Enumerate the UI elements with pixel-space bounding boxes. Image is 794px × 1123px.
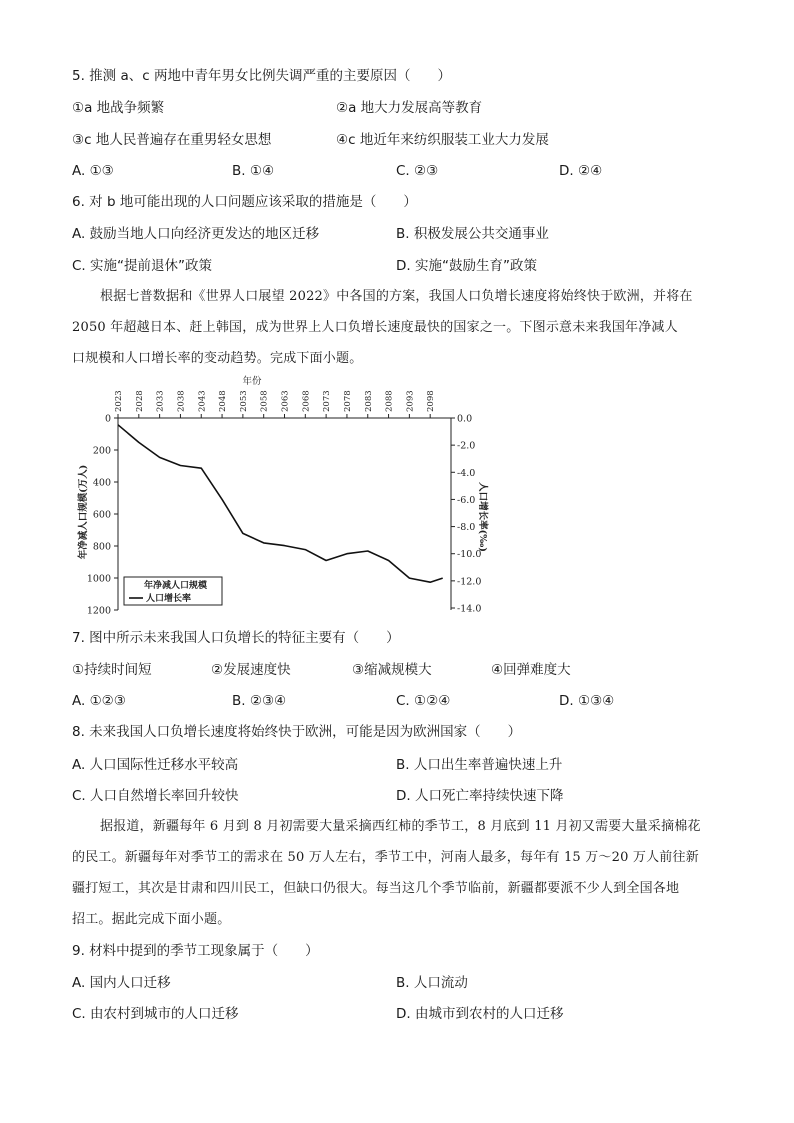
q9-option-b[interactable]: B. 人口流动	[396, 975, 468, 991]
passage1-line-2: 2050 年超越日本、赶上韩国，成为世界上人口负增长速度最快的国家之一。下图示意未来我国年净减人	[72, 320, 678, 335]
q5-statement-2: ②a 地大力发展高等教育	[336, 100, 483, 116]
x-tick-label: 2053	[238, 390, 249, 412]
y-right-tick-label: -2.0	[457, 440, 476, 452]
y-left-tick-label: 600	[92, 509, 111, 521]
q5-option-c[interactable]: C. ②③	[396, 163, 439, 179]
q8-stem: 8. 未来我国人口负增长速度将始终快于欧洲，可能是因为欧洲国家（ ）	[72, 724, 522, 740]
x-tick-label: 2093	[405, 390, 416, 412]
y-right-tick-label: -4.0	[457, 467, 476, 479]
q5-option-a[interactable]: A. ①③	[72, 163, 114, 179]
y-right-tick-label: 0.0	[457, 413, 473, 425]
legend-label-2: 人口增长率	[146, 594, 192, 604]
passage1-line-1: 根据七普数据和《世界人口展望 2022》中各国的方案，我国人口负增长速度将始终快于欧洲，并将在	[100, 289, 693, 304]
q7-option-a[interactable]: A. ①②③	[72, 693, 126, 709]
passage2-line-3: 疆打短工，其次是甘肃和四川民工，但缺口仍很大。每当这几个季节临前，新疆都要派不少人到全国各地	[72, 881, 680, 896]
q7-statement-4: ④回弹难度大	[491, 662, 571, 678]
y-right-tick-label: -12.0	[457, 576, 482, 588]
q5-statement-1: ①a 地战争频繁	[72, 100, 165, 116]
y-right-tick-label: -14.0	[457, 603, 482, 615]
x-tick-label: 2068	[301, 390, 312, 412]
x-tick-label: 2038	[176, 390, 187, 412]
q5-option-b[interactable]: B. ①④	[232, 163, 275, 179]
q7-stem: 7. 图中所示未来我国人口负增长的特征主要有（ ）	[72, 630, 400, 646]
q5-statement-4: ④c 地近年来纺织服装工业大力发展	[336, 132, 549, 148]
q8-option-a[interactable]: A. 人口国际性迁移水平较高	[72, 757, 239, 773]
x-tick-label: 2033	[155, 390, 166, 412]
series-line-growth-rate	[118, 425, 443, 582]
q7-statement-1: ①持续时间短	[72, 662, 152, 678]
x-tick-label: 2048	[218, 390, 229, 412]
y-right-tick-label: -8.0	[457, 522, 476, 534]
passage2-line-4: 招工。据此完成下面小题。	[72, 912, 231, 927]
q6-option-a[interactable]: A. 鼓励当地人口向经济更发达的地区迁移	[72, 226, 320, 242]
y-left-tick-label: 1000	[86, 573, 111, 585]
q9-stem: 9. 材料中提到的季节工现象属于（ ）	[72, 943, 319, 959]
legend-label-1: 年净减人口规模	[144, 581, 208, 591]
passage2-line-1: 据报道，新疆每年 6 月到 8 月初需要大量采摘西红柿的季节工，8 月底到 11 月初又需要大量采摘棉花	[100, 819, 701, 834]
q5-stem: 5. 推测 a、c 两地中青年男女比例失调严重的主要原因（ ）	[72, 68, 451, 84]
passage2-line-2: 的民工。新疆每年对季节工的需求在 50 万人左右，季节工中，河南人最多，每年有 15 万～20 万人前往新	[72, 850, 699, 865]
x-tick-label: 2028	[134, 390, 145, 412]
q7-option-d[interactable]: D. ①③④	[559, 693, 615, 709]
y-left-tick-label: 1200	[86, 605, 111, 617]
x-tick-label: 2088	[384, 390, 395, 412]
x-tick-label: 2058	[259, 390, 270, 412]
y-left-tick-label: 200	[92, 445, 111, 457]
q7-statement-3: ③缩减规模大	[352, 662, 432, 678]
q6-option-c[interactable]: C. 实施“提前退休”政策	[72, 258, 212, 274]
y-right-tick-label: -6.0	[457, 494, 476, 506]
q6-stem: 6. 对 b 地可能出现的人口问题应该采取的措施是（ ）	[72, 194, 417, 210]
y-left-tick-label: 800	[92, 541, 111, 553]
population-chart	[74, 372, 488, 617]
q6-option-d[interactable]: D. 实施“鼓励生育”政策	[396, 258, 537, 274]
q8-option-c[interactable]: C. 人口自然增长率回升较快	[72, 788, 239, 804]
x-tick-label: 2098	[426, 390, 437, 412]
x-axis-title: 年份	[242, 376, 262, 387]
q7-option-c[interactable]: C. ①②④	[396, 693, 451, 709]
q5-option-d[interactable]: D. ②④	[559, 163, 603, 179]
y-left-axis-title: 年净减人口规模(万人)	[78, 464, 89, 560]
q8-option-d[interactable]: D. 人口死亡率持续快速下降	[396, 788, 564, 804]
q9-option-d[interactable]: D. 由城市到农村的人口迁移	[396, 1006, 564, 1022]
x-tick-label: 2063	[280, 390, 291, 412]
q9-option-c[interactable]: C. 由农村到城市的人口迁移	[72, 1006, 239, 1022]
x-tick-label: 2023	[114, 390, 124, 412]
x-tick-label: 2073	[322, 390, 333, 412]
y-left-tick-label: 400	[92, 477, 111, 489]
y-right-tick-label: -10.0	[457, 549, 482, 561]
q5-statement-3: ③c 地人民普遍存在重男轻女思想	[72, 132, 272, 148]
q7-statement-2: ②发展速度快	[211, 662, 291, 678]
x-tick-label: 2078	[342, 390, 353, 412]
x-tick-label: 2083	[363, 390, 374, 412]
q7-option-b[interactable]: B. ②③④	[232, 693, 287, 709]
y-left-tick-label: 0	[104, 413, 111, 425]
passage1-line-3: 口规模和人口增长率的变动趋势。完成下面小题。	[72, 351, 363, 366]
q9-option-a[interactable]: A. 国内人口迁移	[72, 975, 171, 991]
y-right-axis-title: 人口增长率(‰)	[477, 482, 488, 552]
q6-option-b[interactable]: B. 积极发展公共交通事业	[396, 226, 549, 242]
x-tick-label: 2043	[197, 390, 208, 412]
q8-option-b[interactable]: B. 人口出生率普遍快速上升	[396, 757, 563, 773]
